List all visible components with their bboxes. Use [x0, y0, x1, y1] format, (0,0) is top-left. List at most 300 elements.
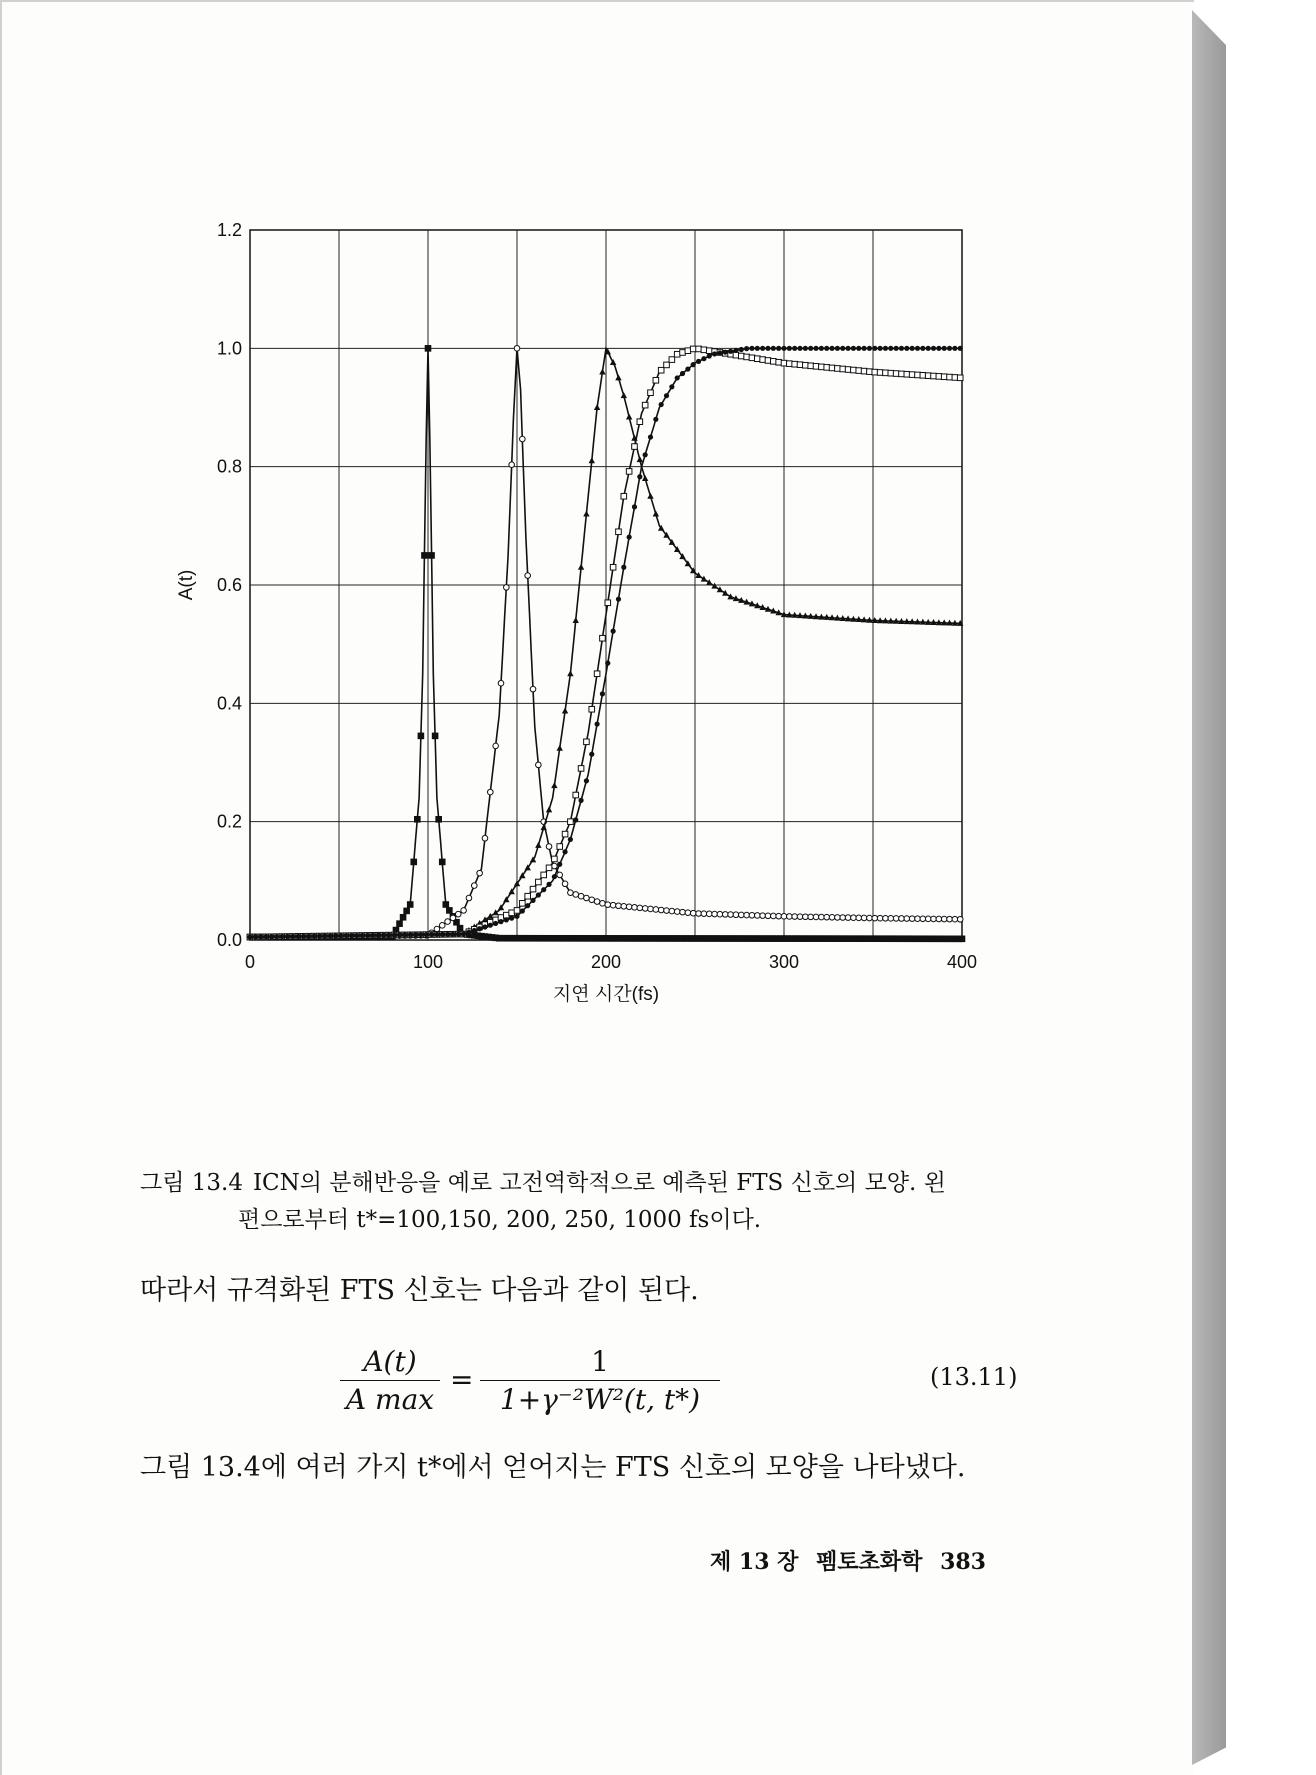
data-point	[685, 910, 691, 916]
data-point	[578, 798, 583, 803]
data-point	[835, 366, 841, 372]
data-point	[415, 817, 421, 823]
data-point	[926, 346, 931, 351]
data-point	[349, 933, 354, 938]
data-point	[568, 837, 573, 842]
data-point	[653, 907, 659, 913]
data-point	[824, 914, 830, 920]
data-point	[658, 907, 664, 913]
data-point	[680, 350, 686, 356]
data-point	[765, 346, 770, 351]
data-point	[899, 916, 905, 922]
page-number: 383	[940, 1549, 986, 1575]
data-point	[819, 914, 825, 920]
data-point	[872, 369, 878, 375]
data-point	[551, 782, 557, 788]
data-point	[899, 371, 905, 377]
data-point	[648, 906, 654, 912]
data-point	[450, 915, 456, 921]
data-point	[621, 493, 627, 499]
data-point	[514, 346, 520, 352]
data-point	[557, 844, 563, 850]
data-point	[733, 352, 739, 358]
data-point	[562, 881, 568, 887]
data-point	[482, 924, 487, 929]
data-point	[909, 916, 915, 922]
data-point	[520, 908, 525, 913]
data-point	[701, 356, 706, 361]
data-point	[931, 916, 937, 922]
data-point	[744, 346, 749, 351]
data-point	[424, 932, 429, 937]
data-point	[541, 872, 547, 878]
data-point	[466, 930, 471, 935]
data-point	[642, 906, 648, 912]
data-point	[893, 371, 899, 377]
data-point	[637, 419, 643, 425]
data-point	[322, 933, 327, 938]
data-point	[573, 617, 579, 623]
caption-line-2: 편으로부터 t*=100,150, 200, 250, 1000 fs이다.	[238, 1207, 762, 1233]
data-point	[557, 745, 563, 751]
data-point	[669, 357, 675, 363]
data-point	[472, 928, 477, 933]
series-t-star-1000	[247, 346, 962, 940]
data-point	[862, 346, 867, 351]
data-point	[445, 932, 450, 937]
data-point	[936, 346, 941, 351]
data-point	[616, 597, 621, 602]
data-point	[936, 916, 942, 922]
data-point	[958, 346, 963, 351]
x-axis-label: 지연 시간(fs)	[552, 984, 660, 1005]
data-point	[797, 362, 803, 368]
data-point	[263, 934, 268, 939]
data-point	[530, 886, 536, 892]
data-point	[755, 356, 761, 362]
data-point	[888, 370, 894, 376]
footer-chapter: 제 13 장	[710, 1549, 799, 1575]
data-point	[584, 739, 590, 745]
data-point	[425, 346, 431, 352]
data-point	[851, 915, 857, 921]
data-point	[642, 402, 648, 408]
data-point	[584, 778, 589, 783]
y-axis-label: A(t)	[176, 569, 197, 601]
data-point	[771, 913, 777, 919]
data-point	[711, 583, 717, 589]
data-point	[835, 915, 841, 921]
data-point	[936, 374, 942, 380]
data-point	[594, 899, 600, 905]
data-point	[595, 721, 600, 726]
data-point	[621, 565, 626, 570]
data-point	[439, 923, 445, 929]
data-point	[904, 916, 910, 922]
data-point	[578, 766, 584, 772]
data-point	[381, 933, 386, 938]
chart-grid	[250, 230, 962, 940]
data-point	[611, 629, 616, 634]
data-point	[813, 346, 818, 351]
data-point	[477, 870, 483, 876]
data-point	[568, 819, 574, 825]
figure-13-4-chart	[170, 210, 990, 1110]
data-point	[488, 923, 493, 928]
data-point	[883, 915, 889, 921]
data-point	[621, 392, 627, 398]
data-point	[685, 366, 690, 371]
data-point	[819, 346, 824, 351]
data-point	[792, 346, 797, 351]
data-point	[840, 346, 845, 351]
data-point	[691, 362, 696, 367]
data-point	[301, 934, 306, 939]
data-point	[477, 926, 482, 931]
data-point	[360, 933, 365, 938]
data-point	[888, 916, 894, 922]
data-point	[706, 348, 712, 354]
data-point	[872, 915, 878, 921]
data-point	[765, 913, 771, 919]
x-tick-label: 200	[590, 952, 622, 972]
data-point	[755, 346, 760, 351]
data-point	[536, 879, 542, 885]
data-point	[562, 849, 567, 854]
data-point	[941, 374, 947, 380]
data-point	[562, 708, 568, 714]
data-point	[504, 917, 509, 922]
data-point	[418, 733, 424, 739]
data-point	[787, 361, 793, 367]
y-tick-label: 0.4	[216, 693, 242, 714]
data-point	[413, 932, 418, 937]
data-point	[899, 346, 904, 351]
data-point	[404, 908, 410, 914]
data-point	[450, 932, 455, 937]
series-t-star-250	[247, 346, 963, 940]
data-point	[765, 358, 771, 364]
data-point	[311, 934, 316, 939]
data-point	[584, 895, 590, 901]
data-point	[781, 914, 787, 920]
data-point	[674, 909, 680, 915]
data-point	[594, 671, 600, 677]
data-point	[904, 371, 910, 377]
figure-caption	[140, 1165, 1040, 1239]
data-point	[669, 908, 675, 914]
data-point	[447, 908, 453, 914]
data-point	[797, 914, 803, 920]
data-point	[824, 346, 829, 351]
data-point	[440, 932, 445, 937]
data-point	[653, 417, 658, 422]
data-point	[776, 913, 782, 919]
data-point	[621, 903, 627, 909]
data-point	[509, 462, 515, 468]
data-point	[589, 706, 595, 712]
lhs-fraction-bar	[340, 1380, 440, 1381]
data-point	[867, 369, 873, 375]
rhs-fraction-bar	[480, 1380, 720, 1381]
data-point	[541, 887, 546, 892]
data-point	[712, 351, 717, 356]
data-point	[365, 933, 370, 938]
data-point	[600, 901, 606, 907]
data-point	[760, 357, 766, 363]
data-point	[696, 359, 701, 364]
data-point	[520, 436, 526, 442]
series-t-star-200	[247, 348, 964, 939]
page-edge-shadow	[1192, 10, 1226, 1765]
data-point	[536, 762, 542, 768]
data-point	[400, 914, 406, 920]
data-point	[808, 346, 813, 351]
data-point	[947, 916, 953, 922]
data-point	[695, 572, 701, 578]
data-point	[589, 457, 595, 463]
data-point	[845, 915, 851, 921]
data-point	[787, 914, 793, 920]
data-point	[482, 835, 488, 841]
data-point	[600, 691, 605, 696]
data-point	[861, 915, 867, 921]
data-point	[835, 346, 840, 351]
data-point	[279, 934, 284, 939]
data-point	[722, 590, 728, 596]
data-point	[781, 346, 786, 351]
x-tick-label: 400	[946, 952, 978, 972]
data-point	[931, 373, 937, 379]
data-point	[567, 670, 573, 676]
data-point	[594, 404, 600, 410]
data-point	[610, 564, 616, 570]
data-point	[525, 893, 531, 899]
data-point	[530, 898, 535, 903]
data-point	[947, 374, 953, 380]
data-point	[680, 909, 686, 915]
data-point	[578, 564, 584, 570]
data-point	[941, 916, 947, 922]
data-point	[915, 346, 920, 351]
data-point	[867, 346, 872, 351]
data-point	[498, 680, 504, 686]
data-point	[407, 902, 413, 908]
data-point	[466, 895, 472, 901]
x-tick-label: 100	[412, 952, 444, 972]
data-point	[445, 919, 451, 925]
data-point	[333, 933, 338, 938]
x-tick-label: 300	[768, 952, 800, 972]
data-point	[568, 890, 574, 896]
data-point	[434, 932, 439, 937]
data-point	[525, 573, 531, 579]
data-point	[738, 912, 744, 918]
data-point	[429, 553, 435, 559]
data-point	[717, 350, 722, 355]
data-point	[541, 824, 547, 830]
data-point	[696, 911, 702, 917]
data-point	[808, 363, 814, 369]
data-point	[840, 366, 846, 372]
data-point	[432, 733, 438, 739]
data-point	[760, 913, 766, 919]
data-point	[851, 367, 857, 373]
data-point	[904, 346, 909, 351]
data-point	[647, 493, 653, 499]
footer-title: 펨토초화학	[816, 1549, 923, 1575]
data-point	[717, 911, 723, 917]
data-point	[893, 916, 899, 922]
data-point	[819, 364, 825, 370]
data-point	[456, 932, 461, 937]
data-point	[658, 367, 664, 373]
data-point	[781, 360, 787, 366]
data-point	[626, 904, 632, 910]
data-point	[749, 912, 755, 918]
data-point	[728, 349, 733, 354]
data-point	[562, 831, 568, 837]
data-point	[418, 932, 423, 937]
data-point	[845, 346, 850, 351]
data-point	[616, 903, 622, 909]
data-point	[626, 413, 632, 419]
data-point	[925, 916, 931, 922]
data-point	[642, 475, 648, 481]
data-point	[910, 346, 915, 351]
data-point	[701, 347, 707, 353]
data-point	[851, 346, 856, 351]
data-point	[408, 932, 413, 937]
data-point	[535, 842, 541, 848]
data-point	[803, 346, 808, 351]
data-point	[690, 910, 696, 916]
data-point	[269, 934, 274, 939]
data-point	[386, 933, 391, 938]
data-point	[669, 384, 674, 389]
y-tick-label: 0.8	[216, 456, 242, 477]
data-point	[411, 859, 417, 865]
data-point	[354, 933, 359, 938]
data-point	[552, 874, 557, 879]
data-point	[557, 872, 563, 878]
data-point	[626, 469, 632, 475]
data-point	[877, 370, 883, 376]
data-point	[616, 529, 622, 535]
data-point	[536, 892, 541, 897]
data-point	[514, 914, 519, 919]
data-point	[894, 346, 899, 351]
data-point	[845, 367, 851, 373]
data-point	[504, 585, 510, 591]
data-point	[643, 452, 648, 457]
data-point	[952, 375, 958, 381]
data-point	[915, 916, 921, 922]
data-point	[957, 375, 963, 381]
data-point	[701, 911, 707, 917]
data-point	[776, 346, 781, 351]
data-point	[813, 914, 819, 920]
y-tick-label: 0.0	[216, 930, 242, 950]
data-point	[344, 933, 349, 938]
data-point	[664, 908, 670, 914]
rhs-numerator: 1	[591, 1345, 609, 1378]
data-point	[664, 362, 670, 368]
data-point	[909, 372, 915, 378]
equals-sign: =	[450, 1363, 474, 1396]
data-point	[455, 911, 461, 917]
data-point	[610, 902, 616, 908]
data-point	[600, 635, 606, 641]
data-point	[813, 364, 819, 370]
data-point	[338, 933, 343, 938]
data-point	[397, 921, 403, 927]
equation-number: (13.11)	[930, 1363, 1018, 1391]
data-point	[285, 934, 290, 939]
data-point	[888, 346, 893, 351]
data-point	[436, 817, 442, 823]
data-point	[706, 579, 712, 585]
data-point	[637, 905, 643, 911]
data-point	[546, 806, 552, 812]
data-point	[290, 934, 295, 939]
data-point	[258, 934, 263, 939]
data-point	[829, 346, 834, 351]
data-point	[792, 361, 798, 367]
data-point	[920, 346, 925, 351]
data-point	[578, 893, 584, 899]
data-point	[771, 359, 777, 365]
data-point	[722, 912, 728, 918]
data-point	[685, 348, 691, 354]
data-point	[439, 859, 445, 865]
data-point	[632, 905, 638, 911]
data-point	[637, 474, 642, 479]
data-point	[461, 908, 467, 914]
x-tick-label: 0	[244, 952, 256, 972]
data-point	[931, 346, 936, 351]
data-point	[925, 373, 931, 379]
data-point	[376, 933, 381, 938]
data-point	[883, 370, 889, 376]
data-point	[471, 883, 477, 889]
data-point	[546, 844, 552, 850]
lhs-denominator: A max	[345, 1383, 435, 1416]
data-point	[274, 934, 279, 939]
data-point	[589, 897, 595, 903]
data-point	[253, 934, 258, 939]
data-point	[370, 933, 375, 938]
data-point	[749, 346, 754, 351]
data-point	[675, 375, 680, 380]
equation-13-11	[330, 1345, 1030, 1415]
data-point	[659, 402, 664, 407]
data-point	[920, 916, 926, 922]
data-point	[856, 368, 862, 374]
data-point	[856, 346, 861, 351]
data-point	[664, 393, 669, 398]
data-point	[776, 359, 782, 365]
rhs-denominator: 1+γ⁻²W²(t, t*)	[499, 1383, 701, 1416]
data-point	[632, 444, 638, 450]
data-point	[739, 347, 744, 352]
data-point	[605, 902, 611, 908]
data-point	[701, 576, 707, 582]
data-point	[824, 365, 830, 371]
data-point	[680, 371, 685, 376]
data-point	[648, 390, 654, 396]
data-point	[840, 915, 846, 921]
